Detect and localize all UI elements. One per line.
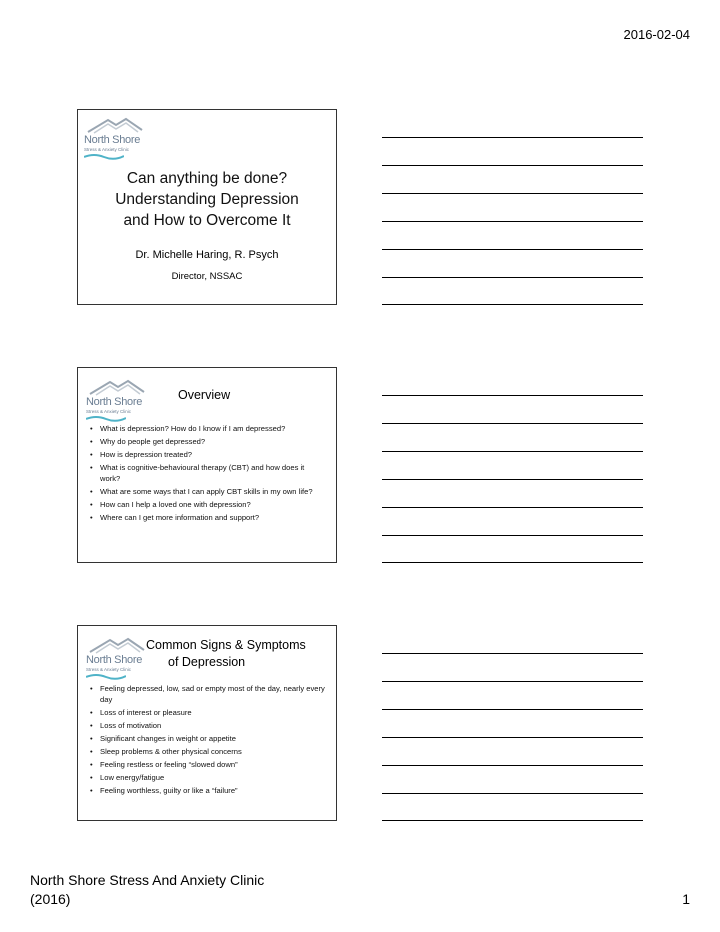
clinic-logo — [86, 636, 150, 680]
clinic-logo — [84, 116, 148, 160]
title-line: and How to Overcome It — [123, 212, 291, 229]
handout-date: 2016-02-04 — [623, 27, 690, 42]
note-line — [382, 451, 643, 452]
wave-icon — [84, 153, 124, 160]
roof-icon — [86, 116, 144, 134]
list-item: • Sleep problems & other physical concerns — [88, 747, 326, 758]
bullet-list — [88, 424, 326, 526]
list-item: • Feeling worthless, guilty or like a “failure” — [88, 786, 326, 797]
footer-line: North Shore Stress And Anxiety Clinic — [30, 872, 265, 888]
wave-icon — [86, 415, 126, 422]
list-item: • Why do people get depressed? — [88, 437, 326, 448]
note-line — [382, 277, 643, 278]
author-name: Dr. Michelle Haring, R. Psych — [135, 249, 279, 261]
note-line — [382, 423, 643, 424]
heading-line: Common Signs & Symptoms — [146, 638, 306, 652]
note-line — [382, 479, 643, 480]
note-line — [382, 562, 643, 563]
footer-credit — [30, 871, 264, 909]
slide-heading: Overview — [178, 388, 231, 402]
list-item: • Loss of interest or pleasure — [88, 708, 326, 719]
note-line — [382, 737, 643, 738]
list-item: • What is cognitive-behavioural therapy (CBT) and how does it work? — [88, 463, 326, 484]
logo-tagline: Stress & Anxiety Clinic — [86, 667, 132, 672]
note-line — [382, 165, 643, 166]
slide-title — [77, 109, 337, 305]
slide-overview — [77, 367, 337, 563]
list-item: • Where can I get more information and support? — [88, 513, 326, 524]
logo-tagline: Stress & Anxiety Clinic — [84, 147, 130, 152]
note-line — [382, 535, 643, 536]
footer-line: (2016) — [30, 891, 71, 907]
roof-icon — [88, 636, 146, 654]
note-line — [382, 765, 643, 766]
author-role: Director, NSSAC — [171, 271, 243, 282]
note-line — [382, 681, 643, 682]
title-line: Can anything be done? — [126, 170, 288, 187]
note-line — [382, 709, 643, 710]
slide-symptoms — [77, 625, 337, 821]
list-item: • Significant changes in weight or appetite — [88, 734, 326, 745]
note-line — [382, 249, 643, 250]
note-line — [382, 653, 643, 654]
title-line: Understanding Depression — [115, 191, 299, 208]
list-item: • Loss of motivation — [88, 721, 326, 732]
list-item: • Low energy/fatigue — [88, 773, 326, 784]
note-line — [382, 793, 643, 794]
logo-name: North Shore — [84, 134, 141, 146]
note-line — [382, 820, 643, 821]
note-line — [382, 304, 643, 305]
note-line — [382, 137, 643, 138]
note-line — [382, 221, 643, 222]
list-item: • What is depression? How do I know if I am depressed? — [88, 424, 326, 435]
clinic-logo — [86, 378, 150, 422]
heading-line: of Depression — [168, 655, 246, 669]
list-item: • What are some ways that I can apply CBT skills in my own life? — [88, 487, 326, 498]
slide-heading — [146, 637, 306, 671]
note-line — [382, 395, 643, 396]
list-item: • Feeling depressed, low, sad or empty most of the day, nearly every day — [88, 684, 326, 705]
roof-icon — [88, 378, 146, 396]
logo-name: North Shore — [86, 654, 143, 666]
logo-tagline: Stress & Anxiety Clinic — [86, 409, 132, 414]
list-item: • Feeling restless or feeling “slowed down” — [88, 760, 326, 771]
note-line — [382, 193, 643, 194]
logo-name: North Shore — [86, 396, 143, 408]
page-number: 1 — [682, 891, 690, 907]
list-item: • How can I help a loved one with depression? — [88, 500, 326, 511]
slide-title-text — [78, 168, 336, 231]
note-line — [382, 507, 643, 508]
wave-icon — [86, 673, 126, 680]
list-item: • How is depression treated? — [88, 450, 326, 461]
bullet-list — [88, 684, 326, 799]
